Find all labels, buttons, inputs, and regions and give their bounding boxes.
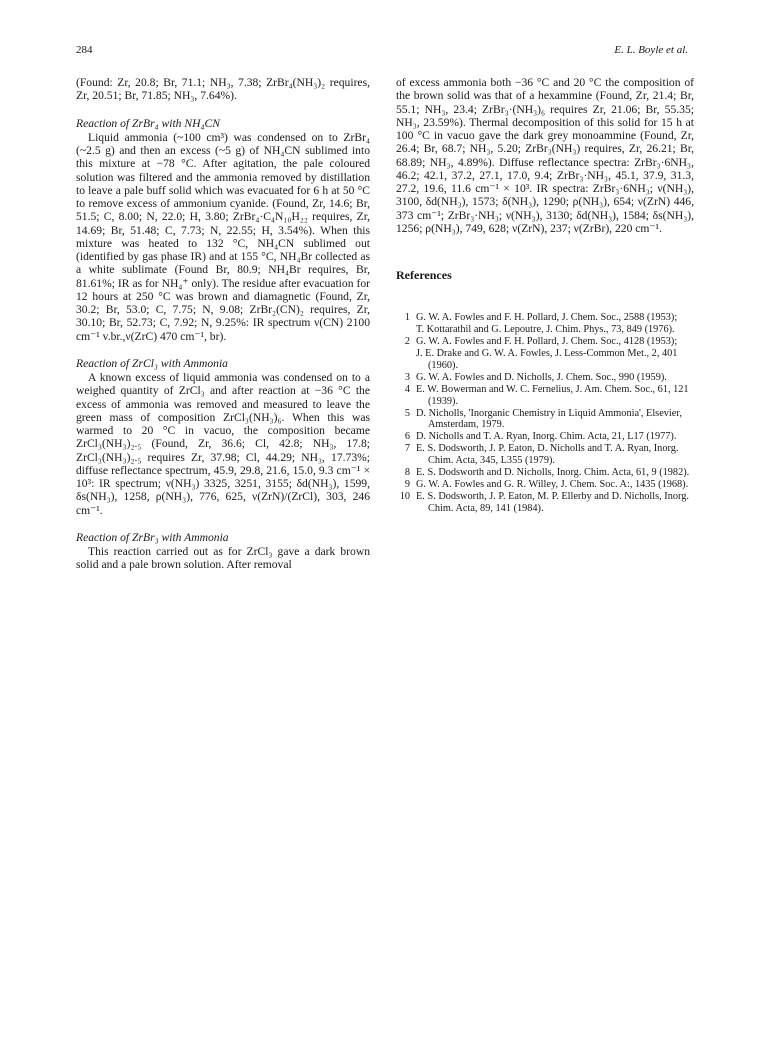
reference-citation: E. S. Dodsworth and D. Nicholls, Inorg. Chim. Acta, 61, 9 (1982). — [416, 467, 690, 479]
reference-citation: E. W. Bowerman and W. C. Fernelius, J. Am. Chem. Soc., 61, 121 (1939). — [416, 383, 689, 407]
reference-number: 8 — [404, 467, 410, 479]
reference-number: 1 — [404, 312, 410, 324]
reference-number: 4 — [404, 383, 410, 395]
reference-item — [396, 443, 694, 467]
section-heading-zrcl3-ammonia: Reaction of ZrCl₃ with Ammonia — [76, 356, 228, 370]
reference-number: 9 — [404, 478, 410, 490]
reference-item — [396, 467, 694, 479]
reference-citation: G. W. A. Fowles and F. H. Pollard, J. Chem. Soc., 2588 (1953); — [416, 312, 678, 324]
section-heading-zrbr4-nh4cn: Reaction of ZrBr₄ with NH₄CN — [76, 116, 220, 130]
section-paragraph: Liquid ammonia (~100 cm³) was condensed on to ZrBr₄ (~2.5 g) and then an excess (~5 g) of NH₄CN sublimed into this mixture at −78 °C. After agitation, the pale coloured solution was filtered and the ammonia removed by distillation to leave a pale buff solid which was evacuated for 6 h at 50 °C to remove excess of ammonium cyanide. (Found, Zr, 14.6; Br, 51.5; C, 8.00; N, 22.0; H, 3.80; ZrBr₄·C₄N₁₀H₂₂ requires, Zr, 14.69; Br, 51.48; C, 7.73; N, 22.55; H, 3.54%). When this mixture was heated to 132 °C, NH₄CN sublimed out (identified by gas phase IR) and at 155 °C, NH₄Br collected as a white sublimate (Found Br, 80.9; NH₄Br requires, Br, 81.61%; IR as for NH₄⁺ only). The residue after evacuation for 12 hours at 250 °C was brown and diamagnetic (Found, Zr, 30.2; Br, 53.0; C, 7.75; N, 9.08; ZrBr₂(CN)₂ requires, Zr, 30.10; Br, 52.73; C, 7.92; N, 9.25%: IR spectrum ν(CN) 2100 cm⁻¹ v.br.,ν(ZrC) 470 cm⁻¹, br). — [76, 130, 370, 343]
reference-item — [396, 408, 694, 432]
reference-number: 10 — [399, 490, 410, 502]
reference-citation: T. Kottarathil and G. Lepoutre, J. Chim. Phys., 73, 849 (1976). — [416, 324, 675, 336]
reference-citation: G. W. A. Fowles and G. R. Willey, J. Chem. Soc. A:, 1435 (1968). — [416, 478, 689, 490]
reference-citation: E. S. Dodsworth, J. P. Eaton, M. P. Ellerby and D. Nicholls, Inorg. Chim. Acta, 89, 141 (1984). — [416, 490, 689, 514]
opening-paragraph: (Found: Zr, 20.8; Br, 71.1; NH₃, 7.38; ZrBr₄(NH₃)₂ requires, Zr, 20.51; Br, 71.85; NH₃, 7.64%). — [76, 76, 370, 103]
reference-number: 3 — [404, 371, 410, 383]
running-head: E. L. Boyle et al. — [614, 44, 688, 56]
right-column — [396, 76, 694, 515]
reference-item — [396, 384, 694, 408]
reference-item — [396, 336, 694, 372]
reference-item — [396, 431, 694, 443]
reference-number: 6 — [404, 431, 410, 443]
reference-citation: D. Nicholls, 'Inorganic Chemistry in Liquid Ammonia', Elsevier, Amsterdam, 1979. — [416, 407, 682, 431]
section-paragraph: This reaction carried out as for ZrCl₃ gave a dark brown solid and a pale brown solution. After removal — [76, 545, 370, 572]
reference-item — [396, 312, 694, 336]
reference-number: 5 — [404, 407, 410, 419]
reference-citation: E. S. Dodsworth, J. P. Eaton, D. Nicholls and T. A. Ryan, Inorg. Chim. Acta, 345, L355 (1979). — [416, 443, 679, 467]
reference-item — [396, 372, 694, 384]
section-heading-zrbr3-ammonia: Reaction of ZrBr₃ with Ammonia — [76, 530, 229, 544]
reference-citation: G. W. A. Fowles and D. Nicholls, J. Chem. Soc., 990 (1959). — [416, 371, 667, 383]
section-paragraph: A known excess of liquid ammonia was condensed on to a weighed quantity of ZrCl₃ and after reaction at −36 °C the excess of ammonia was removed and measured to leave the green mass of composition ZrCl₃(NH₃)₆. When this was warmed to 20 °C in vacuo, the composition became ZrCl₃(NH₃)₂.₅ (Found, Zr, 36.6; Cl, 42.8; NH₃, 17.8; ZrCl₃(NH₃)₂.₅ requires Zr, 37.98; Cl, 44.29; NH₃, 17.73%; diffuse reflectance spectrum, 45.9, 29.8, 21.6, 15.0, 9.3 cm⁻¹ × 10³: IR spectrum; ν(NH₃) 3325, 3251, 3155; δd(NH₃), 1599, δs(NH₃), 1258, ρ(NH₃), 776, 625, ν(ZrN)/(ZrCl), 303, 246 cm⁻¹. — [76, 371, 370, 517]
reference-item — [396, 479, 694, 491]
reference-number: 2 — [404, 336, 410, 348]
reference-item — [396, 491, 694, 515]
left-column — [76, 76, 370, 572]
reference-citation: J. E. Drake and G. W. A. Fowles, J. Less-Common Met., 2, 401 (1960). — [416, 347, 678, 371]
references-title: References — [396, 268, 452, 282]
page-number: 284 — [76, 44, 93, 56]
reference-citation: G. W. A. Fowles and F. H. Pollard, J. Chem. Soc., 4128 (1953); — [416, 336, 678, 348]
continuation-paragraph: of excess ammonia both −36 °C and 20 °C the composition of the brown solid was that of a hexammine (Found, Zr, 21.4; Br, 55.1; NH₃, 23.4; ZrBr₃·(NH₃)₆ requires Zr, 21.06; Br, 55.35; NH₃, 23.59%). Thermal decomposition of this solid for 15 h at 100 °C in vacuo gave the dark grey monoammine (Found, Zr, 26.4; Br, 68.7; NH₃, 5.20; ZrBr₃(NH₃) requires, Zr, 26.21; Br, 68.89; NH₃, 4.89%). Diffuse reflectance spectra: ZrBr₃·6NH₃, 46.2; 42.1, 37.2, 27.1, 17.0, 9.4; ZrBr₃·NH₃, 45.1, 37.9, 31.3, 27.2, 19.6, 11.6 cm⁻¹ × 10³. IR spectra: ZrBr₃·6NH₃; ν(NH₃), 3100, δd(NH₃), 1573; δ(NH₃), 1290; ρ(NH₃), 654; ν(ZrN) 446, 373 cm⁻¹; ZrBr₃·NH₃; ν(NH₃), 3130; δd(NH₃), 1584; δs(NH₃), 1256; ρ(NH₃), 749, 628; ν(ZrN), 237; ν(ZrBr), 220 cm⁻¹. — [396, 76, 694, 235]
reference-number: 7 — [404, 443, 410, 455]
reference-citation: D. Nicholls and T. A. Ryan, Inorg. Chim. Acta, 21, L17 (1977). — [416, 431, 677, 443]
references-list — [396, 312, 694, 514]
